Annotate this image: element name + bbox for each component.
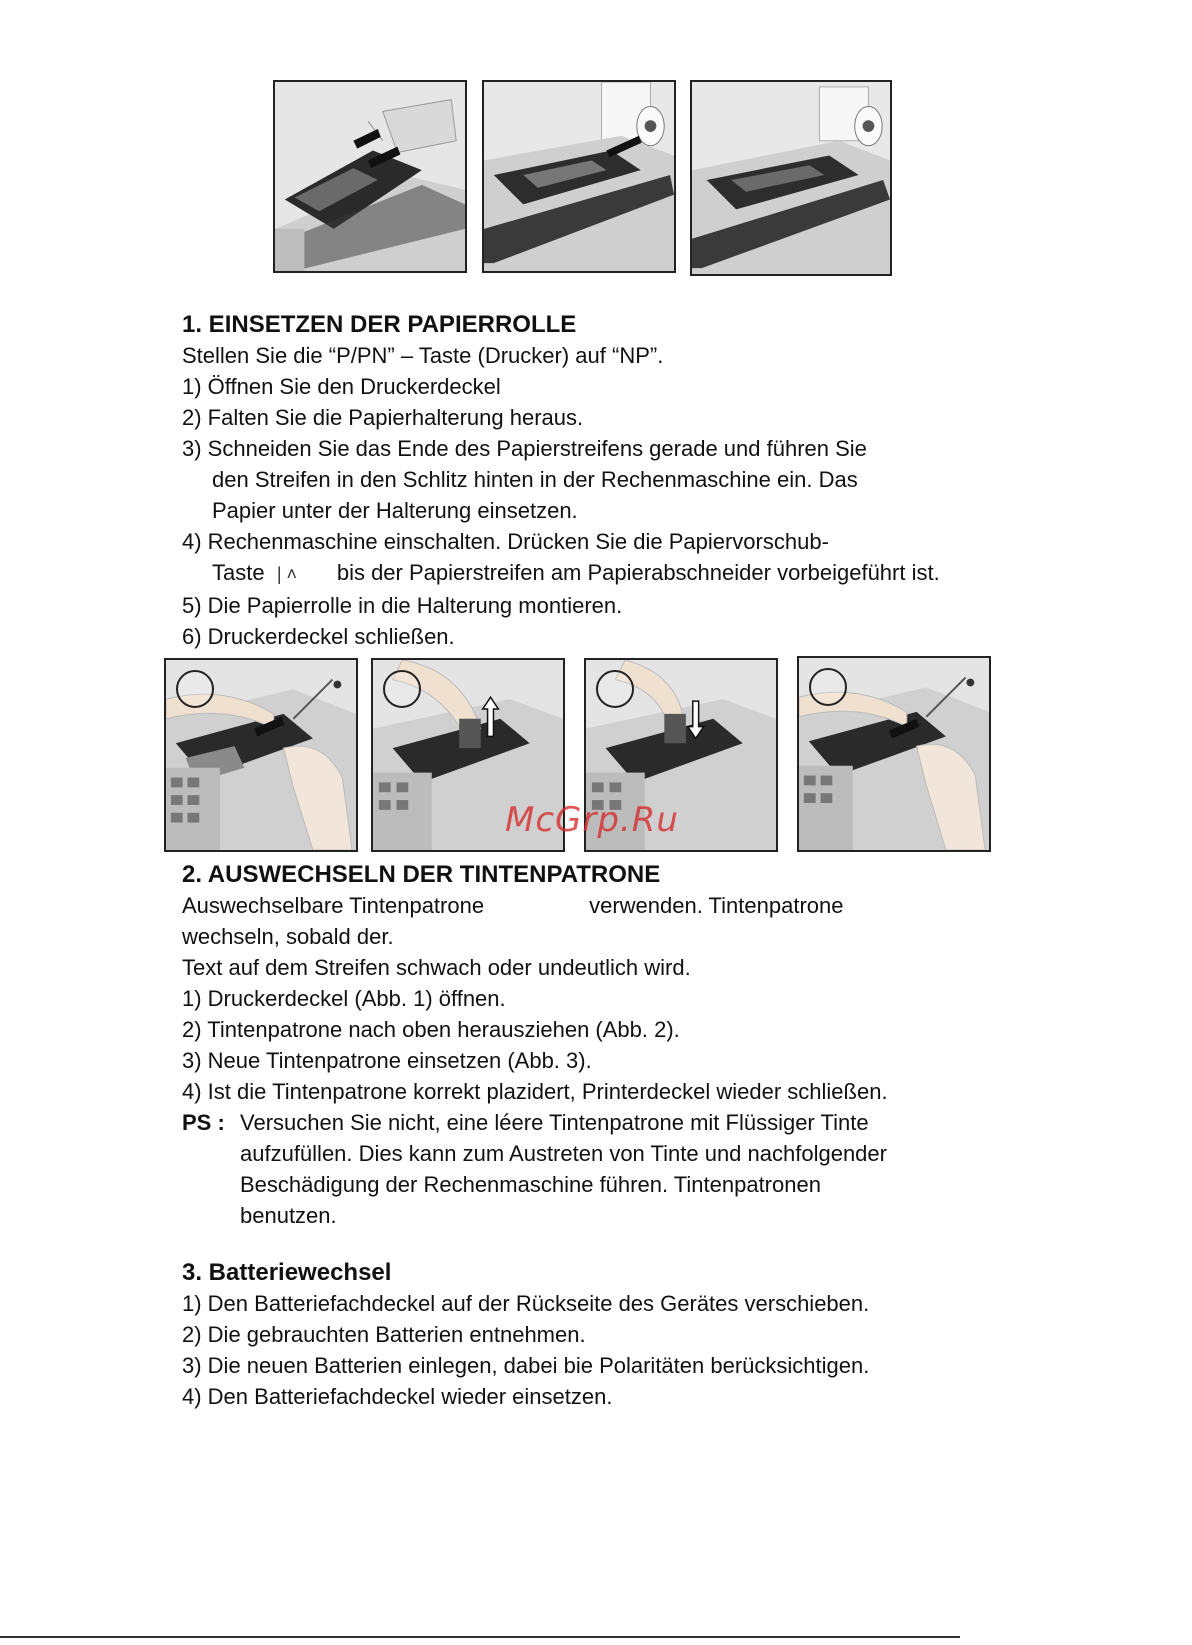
section1-heading: 1. EINSETZEN DER PAPIERROLLE [182, 311, 577, 338]
section1-intro: Stellen Sie die “P/PN” – Taste (Drucker) auf “NP”. [182, 343, 664, 368]
ps-line: aufzufüllen. Dies kann zum Austreten von Tinte und nachfolgender [240, 1141, 887, 1166]
section-battery [182, 1258, 1002, 1412]
footer-rule [0, 1636, 960, 1638]
section1-step: Papier unter der Halterung einsetzen. [212, 498, 578, 523]
step-number-circle [176, 670, 214, 708]
section3-heading: 3. Batteriewechsel [182, 1259, 392, 1286]
step-number-circle [383, 670, 421, 708]
ps-line: Versuchen Sie nicht, eine léere Tintenpatrone mit Flüssiger Tinte [240, 1110, 869, 1135]
photo-step-1-open-cover [164, 658, 358, 852]
section2-line3: Text auf dem Streifen schwach oder undeutlich wird. [182, 955, 691, 980]
section2-step: 2) Tintenpatrone nach oben herausziehen (Abb. 2). [182, 1017, 680, 1042]
section2-heading: 2. AUSWECHSELN DER TINTENPATRONE [182, 861, 661, 888]
ps-note [182, 1107, 1002, 1231]
taste-continuation: bis der Papierstreifen am Papierabschneider vorbeigeführt ist. [336, 560, 940, 585]
photo-step-4-close-cover [797, 656, 991, 852]
ps-label: PS : [182, 1110, 225, 1135]
section3-step: 3) Die neuen Batterien einlegen, dabei bie Polaritäten berücksichtigen. [182, 1353, 870, 1378]
section1-step: den Streifen in den Schlitz hinten in der Rechenmaschine ein. Das [212, 467, 858, 492]
section2-step: 1) Druckerdeckel (Abb. 1) öffnen. [182, 986, 506, 1011]
photo-paper-roll-mounted [690, 80, 892, 276]
section2-step: 3) Neue Tintenpatrone einsetzen (Abb. 3). [182, 1048, 592, 1073]
ps-line: benutzen. [240, 1203, 337, 1228]
step-number-circle [596, 670, 634, 708]
section1-step-key [182, 557, 1002, 590]
section2-line2: wechseln, sobald der. [182, 924, 394, 949]
photo-paper-holder [273, 80, 467, 273]
section1-step: 4) Rechenmaschine einschalten. Drücken Sie die Papiervorschub- [182, 529, 829, 554]
section1-step: 3) Schneiden Sie das Ende des Papierstreifens gerade und führen Sie [182, 436, 867, 461]
section2-step: 4) Ist die Tintenpatrone korrekt plazidert, Printerdeckel wieder schließen. [182, 1079, 888, 1104]
ps-line: Beschädigung der Rechenmaschine führen. Tintenpatronen [240, 1172, 821, 1197]
taste-label: Taste [212, 560, 265, 585]
section-paper-roll [182, 310, 1002, 652]
section1-step: 2) Falten Sie die Papierhalterung heraus. [182, 405, 584, 430]
section2-line1 [182, 890, 1002, 921]
step-number-circle [809, 668, 847, 706]
paper-feed-key-icon: | ˄ [276, 564, 298, 584]
section3-step: 4) Den Batteriefachdeckel wieder einsetzen. [182, 1384, 613, 1409]
section1-step: 6) Druckerdeckel schließen. [182, 624, 455, 649]
section2-line1b: verwenden. Tintenpatrone [589, 893, 844, 918]
photo-paper-roll-insert [482, 80, 676, 273]
section1-step: 1) Öffnen Sie den Druckerdeckel [182, 374, 501, 399]
watermark: McGrp.Ru [505, 800, 679, 840]
section2-line1a: Auswechselbare Tintenpatrone [182, 893, 485, 918]
section3-step: 2) Die gebrauchten Batterien entnehmen. [182, 1322, 586, 1347]
section3-step: 1) Den Batteriefachdeckel auf der Rückseite des Gerätes verschieben. [182, 1291, 870, 1316]
section-ink-cartridge [182, 860, 1002, 1231]
section1-step: 5) Die Papierrolle in die Halterung montieren. [182, 593, 623, 618]
